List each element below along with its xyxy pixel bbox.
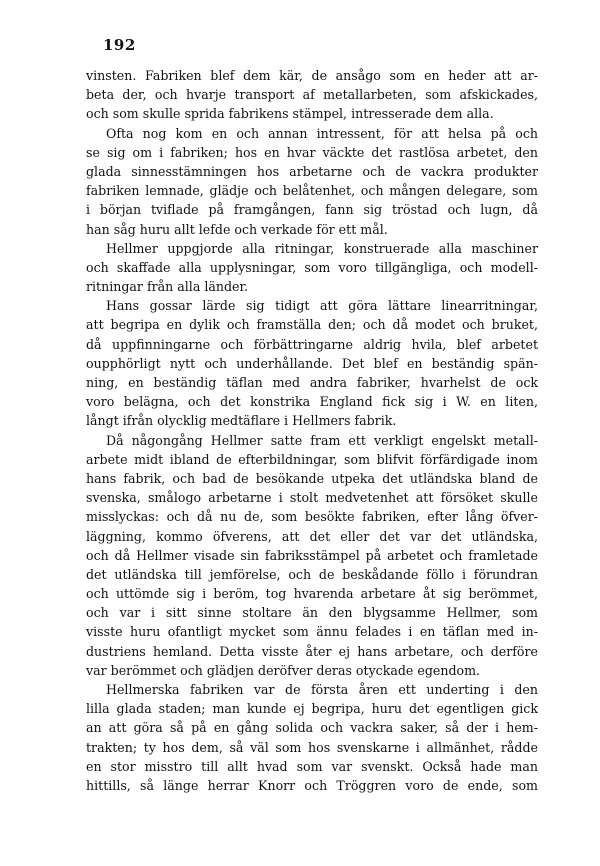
text-line: läggning, kommo öfverens, att det eller det var det utländska, bbox=[86, 528, 538, 544]
text-line: Hellmerska fabriken var de första åren ett underting i den bbox=[106, 682, 538, 697]
text-line: dustriens hemland. Detta visste åter ej hans arbetare, och derföre bbox=[86, 643, 538, 659]
text-line: det utländska till jemförelse, och de beskådande föllo i förundran bbox=[86, 566, 538, 582]
text-line: Hellmer uppgjorde alla ritningar, konstruerade alla maschiner bbox=[106, 240, 538, 256]
text-line: voro belägna, och det konstrika England fick sig i W. en liten, bbox=[86, 394, 538, 410]
text-line: misslyckas: och då nu de, som besökte fabriken, efter lång öfver- bbox=[86, 509, 538, 525]
text-line: ning, en beständig täflan med andra fabriker, hvarhelst de ock bbox=[86, 375, 538, 390]
text-line: Hans gossar lärde sig tidigt att göra lättare linearritningar, bbox=[106, 298, 538, 314]
text-line: an att göra så på en gång solida och vackra saker, så der i hem- bbox=[86, 720, 538, 736]
body-text bbox=[86, 66, 538, 795]
text-line: Ofta nog kom en och annan intressent, för att helsa på och bbox=[106, 125, 538, 141]
text-line: arbete midt ibland de efterbildningar, som blifvit förfärdigade inom bbox=[86, 451, 538, 467]
text-line: en stor misstro till allt hvad som var svenskt. Också hade man bbox=[86, 758, 538, 774]
text-line: se sig om i fabriken; hos en hvar väckte det rastlösa arbetet, den bbox=[86, 144, 538, 160]
text-line: hittills, så länge herrar Knorr och Tröggren voro de ende, som bbox=[86, 777, 538, 793]
text-line: fabriken lemnade, glädje och belåtenhet, och mången delegare, som bbox=[86, 183, 538, 199]
text-line: och skaffade alla upplysningar, som voro tillgängliga, och modell- bbox=[86, 259, 538, 275]
text-line: oupphörligt nytt och underhållande. Det blef en beständig spän- bbox=[86, 355, 538, 371]
text-line: då uppfinningarne och förbättringarne aldrig hvila, blef arbetet bbox=[86, 336, 538, 352]
text-line: lilla glada staden; man kunde ej begripa, huru det egentligen gick bbox=[86, 701, 538, 717]
text-line: ritningar från alla länder. bbox=[86, 279, 249, 295]
text-line: han såg huru allt lefde och verkade för ett mål. bbox=[86, 221, 388, 237]
page-number: 192 bbox=[103, 36, 136, 54]
text-line: i början tviflade på framgången, fann sig tröstad och lugn, då bbox=[86, 202, 538, 218]
text-line: var berömmet och glädjen deröfver deras otyckade egendom. bbox=[86, 662, 481, 678]
text-line: att begripa en dylik och framställa den; och då modet och bruket, bbox=[86, 317, 538, 333]
text-line: svenska, smålogo arbetarne i stolt medvetenhet att försöket skulle bbox=[86, 490, 538, 506]
text-line: och uttömde sig i beröm, tog hvarenda arbetare åt sig berömmet, bbox=[86, 586, 538, 602]
text-line: och som skulle sprida fabrikens stämpel, intresserade dem alla. bbox=[86, 106, 494, 122]
text-line: visste huru ofantligt mycket som ännu felades i en täflan med in- bbox=[86, 624, 538, 640]
text-line: Då någongång Hellmer satte fram ett verkligt engelskt metall- bbox=[106, 432, 538, 448]
text-line: vinsten. Fabriken blef dem kär, de ansågo som en heder att ar- bbox=[86, 68, 538, 83]
text-line: och var i sitt sinne stoltare än den blygsamme Hellmer, som bbox=[86, 605, 538, 621]
text-line: långt ifrån olycklig medtäflare i Hellmers fabrik. bbox=[86, 413, 397, 429]
text-line: och då Hellmer visade sin fabriksstämpel på arbetet och framletade bbox=[86, 547, 538, 563]
text-line: trakten; ty hos dem, så väl som hos svenskarne i allmänhet, rådde bbox=[86, 739, 538, 755]
text-line: beta der, och hvarje transport af metallarbeten, som afskickades, bbox=[86, 87, 538, 103]
text-line: hans fabrik, och bad de besökande utpeka det utländska bland de bbox=[86, 470, 538, 486]
text-line: glada sinnesstämningen hos arbetarne och de vackra produkter bbox=[86, 163, 538, 179]
